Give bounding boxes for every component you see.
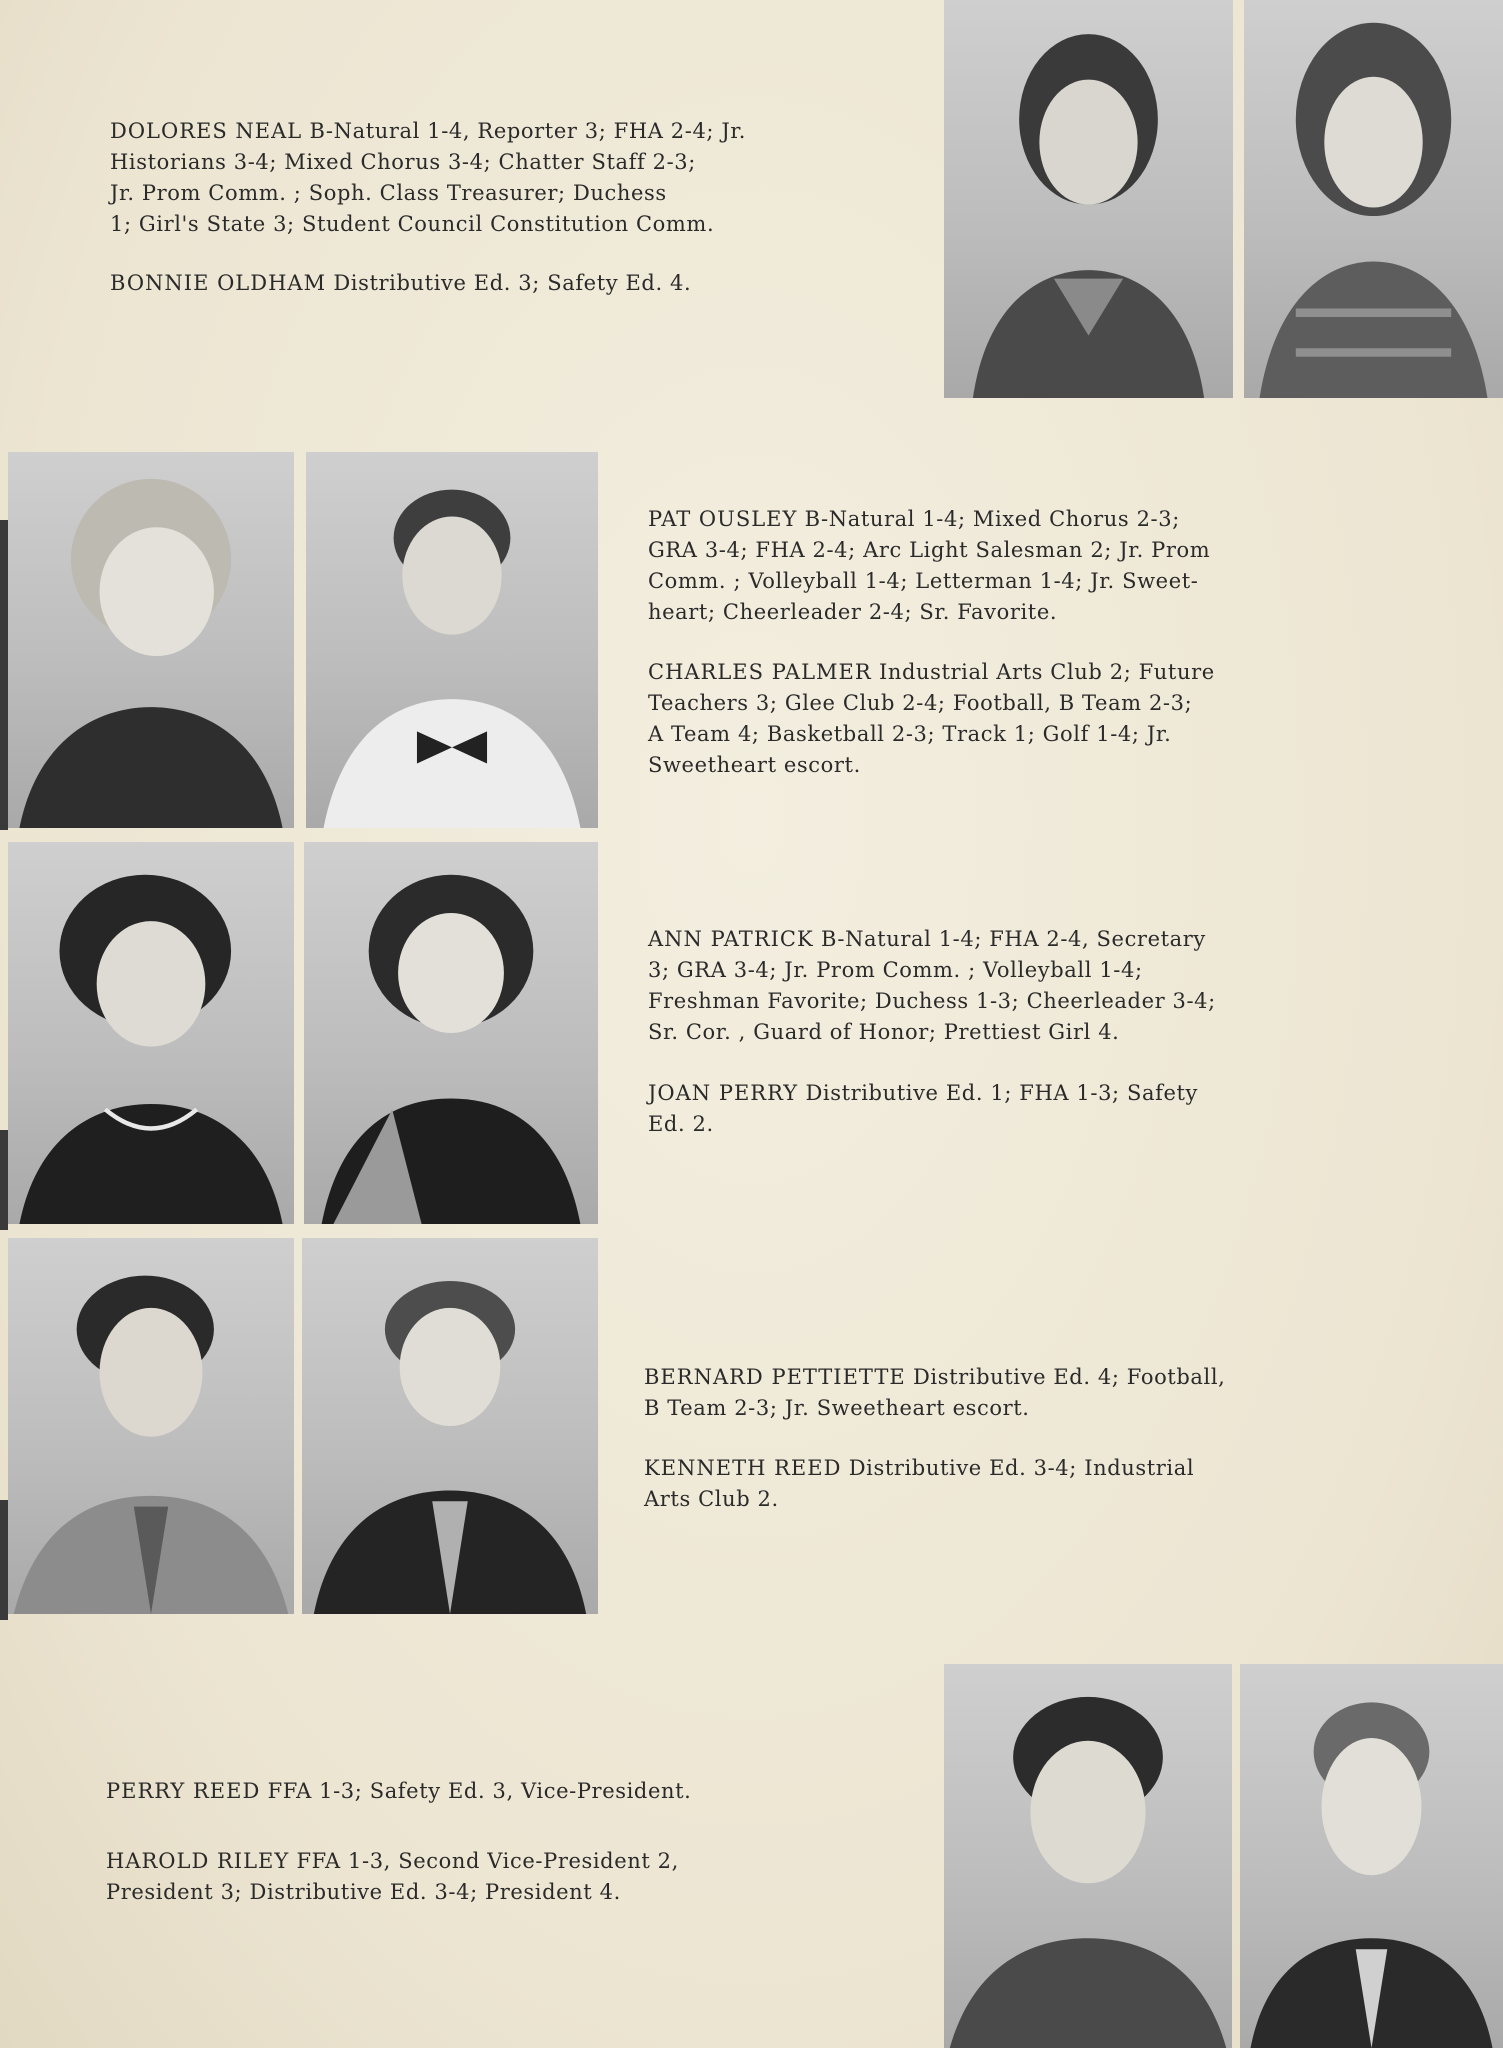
activity-line: Historians 3-4; Mixed Chorus 3-4; Chatter Staff 2-3; [110,150,696,174]
senior-name: PAT OUSLEY [648,507,798,531]
activity-line: Teachers 3; Glee Club 2-4; Football, B Team 2-3; [648,691,1193,715]
senior-entry-patrick [648,924,1408,1048]
activity-line: President 3; Distributive Ed. 3-4; President 4. [106,1880,621,1904]
activity-line: Arts Club 2. [644,1487,779,1511]
senior-entry-oldham [110,268,870,299]
senior-entry-joan-perry [648,1078,1408,1140]
senior-name: CHARLES PALMER [648,660,872,684]
senior-portrait-perry [304,842,598,1224]
activity-line: Distributive Ed. 1; FHA 1-3; Safety [805,1081,1198,1105]
binding-edge [0,520,8,830]
activity-line: B-Natural 1-4; FHA 2-4, Secretary [820,927,1206,951]
binding-edge [0,1500,8,1620]
senior-name: PERRY REED [106,1779,261,1803]
activity-line: Industrial Arts Club 2; Future [878,660,1215,684]
activity-line: GRA 3-4; FHA 2-4; Arc Light Salesman 2; Jr. Prom [648,538,1211,562]
senior-portrait-perry-reed [944,1664,1232,2048]
activity-line: Distributive Ed. 4; Football, [912,1365,1226,1389]
binding-edge [0,1130,8,1230]
senior-name: HAROLD RILEY [106,1849,290,1873]
activity-line: B Team 2-3; Jr. Sweetheart escort. [644,1396,1030,1420]
senior-entry-pettiette [644,1362,1424,1424]
senior-name: BERNARD PETTIETTE [644,1365,906,1389]
senior-name: KENNETH REED [644,1456,842,1480]
activity-line: Distributive Ed. 3; Safety Ed. 4. [333,271,692,295]
activity-line: Freshman Favorite; Duchess 1-3; Cheerleader 3-4; [648,989,1216,1013]
senior-portrait-patrick [8,842,294,1224]
senior-entry-riley [106,1846,906,1908]
senior-entry-kenneth-reed [644,1453,1424,1515]
activity-line: heart; Cheerleader 2-4; Sr. Favorite. [648,600,1058,624]
activity-line: Ed. 2. [648,1112,714,1136]
activity-line: FFA 1-3; Safety Ed. 3, Vice-President. [267,1779,692,1803]
activity-line: B-Natural 1-4; Mixed Chorus 2-3; [804,507,1180,531]
activity-line: Jr. Prom Comm. ; Soph. Class Treasurer; Duchess [110,181,667,205]
senior-entry-palmer [648,657,1408,781]
activity-line: Distributive Ed. 3-4; Industrial [848,1456,1195,1480]
senior-name: JOAN PERRY [648,1081,799,1105]
senior-portrait-kenneth-reed [302,1238,598,1614]
activity-line: A Team 4; Basketball 2-3; Track 1; Golf 1-4; Jr. [648,722,1172,746]
senior-entry-neal [110,116,870,240]
activity-line: FFA 1-3, Second Vice-President 2, [296,1849,679,1873]
senior-entry-perry-reed [106,1776,906,1807]
senior-portrait-palmer [306,452,598,828]
activity-line: B-Natural 1-4, Reporter 3; FHA 2-4; Jr. [309,119,746,143]
senior-portrait-riley [1240,1664,1503,2048]
senior-entry-ousley [648,504,1408,628]
activity-line: Comm. ; Volleyball 1-4; Letterman 1-4; Jr. Sweet- [648,569,1199,593]
activity-line: Sr. Cor. , Guard of Honor; Prettiest Girl 4. [648,1020,1120,1044]
senior-portrait-oldham [1244,0,1503,398]
activity-line: 3; GRA 3-4; Jr. Prom Comm. ; Volleyball 1-4; [648,958,1143,982]
activity-line: Sweetheart escort. [648,753,861,777]
senior-name: ANN PATRICK [648,927,814,951]
senior-portrait-pettiette [8,1238,294,1614]
senior-name: BONNIE OLDHAM [110,271,327,295]
senior-portrait-neal [944,0,1233,398]
senior-portrait-ousley [8,452,294,828]
senior-name: DOLORES NEAL [110,119,303,143]
activity-line: 1; Girl's State 3; Student Council Constitution Comm. [110,212,715,236]
